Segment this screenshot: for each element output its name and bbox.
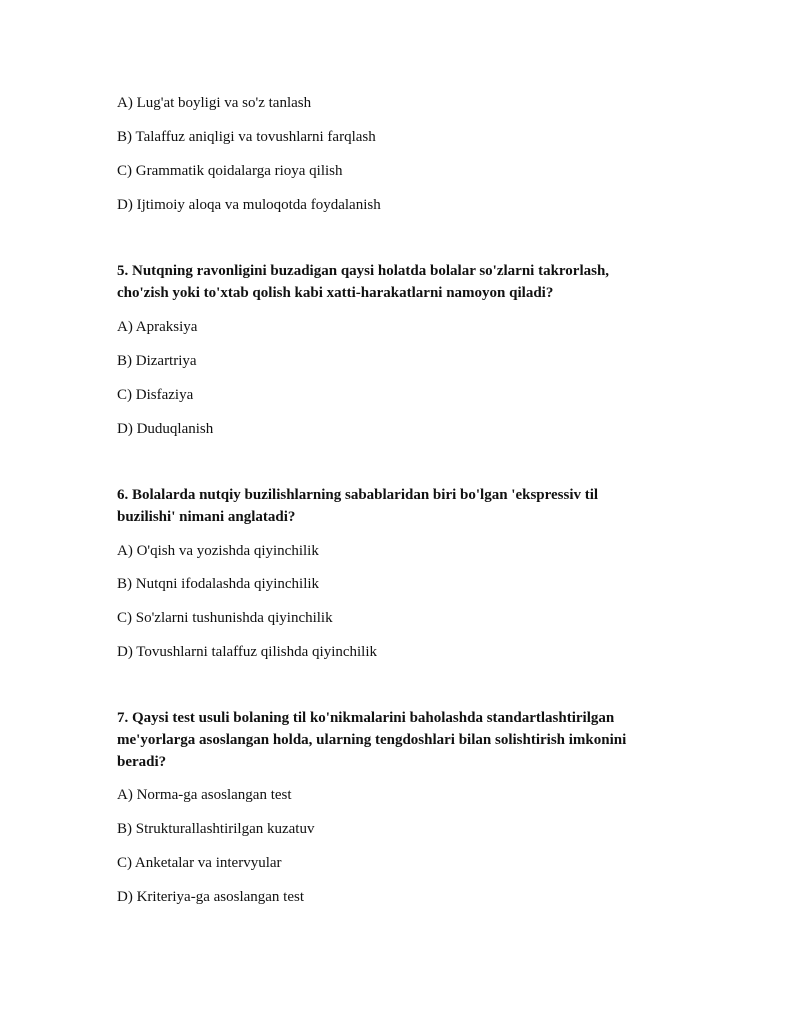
question-5-option-c: C) Disfaziya [117, 387, 194, 403]
prev-option-d: D) Ijtimoiy aloqa va muloqotda foydalanish [117, 197, 381, 213]
question-5-option-b: B) Dizartriya [117, 353, 197, 369]
question-5-option-d: D) Duduqlanish [117, 421, 214, 437]
question-7-option-c: C) Anketalar va intervyular [117, 855, 282, 871]
question-6-option-d: D) Tovushlarni talaffuz qilishda qiyinchilik [117, 644, 378, 660]
question-7-option-a: A) Norma-ga asoslangan test [117, 787, 292, 803]
question-7-line-1: 7. Qaysi test usuli bolaning til ko'nikmalarini baholashda standartlashtirilgan [117, 710, 615, 726]
question-7-line-2: me'yorlarga asoslangan holda, ularning tengdoshlari bilan solishtirish imkonini [117, 732, 627, 748]
question-6-option-a: A) O'qish va yozishda qiyinchilik [117, 543, 319, 559]
question-5-line-2: cho'zish yoki to'xtab qolish kabi xatti-harakatlarni namoyon qiladi? [117, 285, 554, 301]
question-6-line-1: 6. Bolalarda nutqiy buzilishlarning sabablaridan biri bo'lgan 'ekspressiv til [117, 487, 599, 503]
prev-option-a: A) Lug'at boyligi va so'z tanlash [117, 95, 312, 111]
question-6-option-c: C) So'zlarni tushunishda qiyinchilik [117, 610, 333, 626]
question-7-option-b: B) Strukturallashtirilgan kuzatuv [117, 821, 315, 837]
question-6-option-b: B) Nutqni ifodalashda qiyinchilik [117, 576, 320, 592]
prev-option-c: C) Grammatik qoidalarga rioya qilish [117, 163, 343, 179]
question-7-option-d: D) Kriteriya-ga asoslangan test [117, 889, 305, 905]
prev-option-b: B) Talaffuz aniqligi va tovushlarni farqlash [117, 129, 376, 145]
question-5-line-1: 5. Nutqning ravonligini buzadigan qaysi holatda bolalar so'zlarni takrorlash, [117, 263, 610, 279]
question-7-line-3: beradi? [117, 754, 167, 770]
question-5-option-a: A) Apraksiya [117, 319, 198, 335]
question-6-line-2: buzilishi' nimani anglatadi? [117, 509, 296, 525]
